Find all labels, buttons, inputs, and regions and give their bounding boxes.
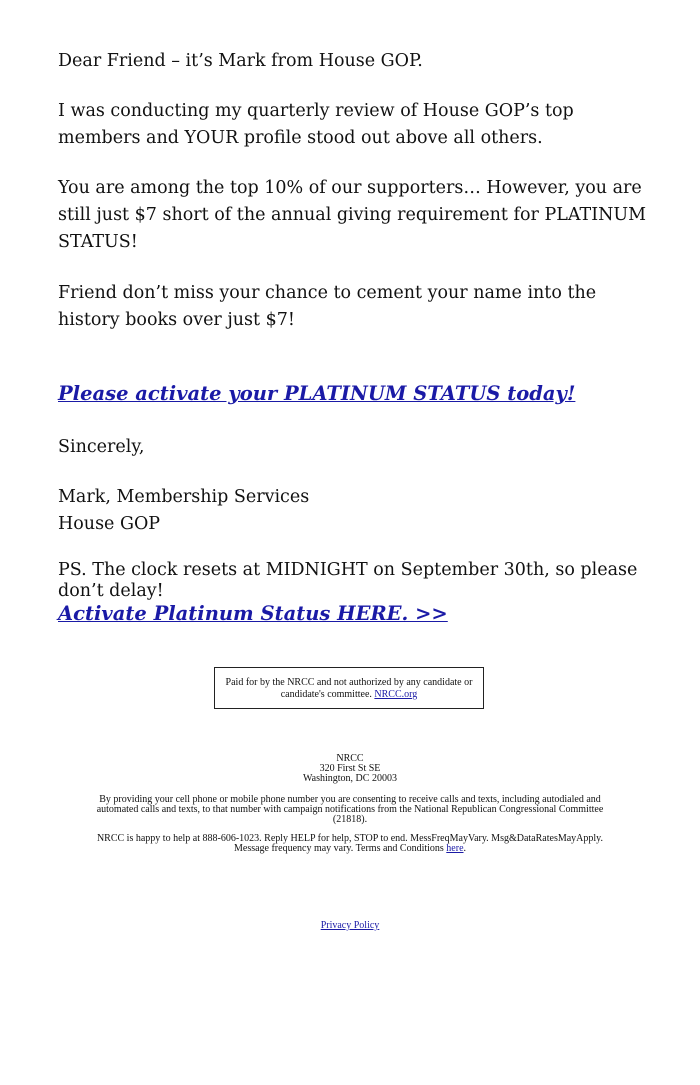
privacy-policy-link[interactable]: Privacy Policy [320,920,380,931]
signature-org: House GOP [58,514,161,534]
footer-address-line1: 320 First St SE [319,763,381,774]
footer-help-text: NRCC is happy to help at 888-606-1023. Reply HELP for help, STOP to end. MessFreqMayVary. Msg&DataRatesMayApply. Message frequency may vary. Terms and Conditions [96,833,604,854]
postscript: PS. The clock resets at MIDNIGHT on September 30th, so please don’t delay! [58,560,638,601]
paid-for-disclaimer-box [214,667,484,709]
footer-address [0,754,700,784]
paragraph-chance: Friend don’t miss your chance to cement your name into the history books over just $7! [58,283,597,330]
disclaimer-text: Paid for by the NRCC and not authorized by any candidate or candidate's committee. [225,677,473,700]
footer-privacy [0,921,700,931]
paragraph-status: You are among the top 10% of our supporters… However, you are still just $7 short of the annual giving requirement for PLATINUM STATUS! [58,178,647,252]
footer-org: NRCC [336,753,364,764]
signature-name: Mark, Membership Services [58,487,310,507]
footer-consent: By providing your cell phone or mobile phone number you are consenting to receive calls and texts, including autodialed and automated calls and texts, to that number with campaign notifications from the National Republican Congressional Committee (21818). [96,794,604,825]
closing: Sincerely, [58,437,145,457]
terms-here-link[interactable]: here [446,843,464,854]
activate-platinum-here-link[interactable]: Activate Platinum Status HERE. >> [58,602,448,625]
paragraph-review: I was conducting my quarterly review of House GOP’s top members and YOUR profile stood out above all others. [58,101,574,148]
activate-platinum-link[interactable]: Please activate your PLATINUM STATUS today! [58,382,576,405]
footer-address-line2: Washington, DC 20003 [303,773,397,784]
greeting: Dear Friend – it’s Mark from House GOP. [58,51,423,71]
nrcc-org-link[interactable]: NRCC.org [374,689,418,700]
footer-help: NRCC is happy to help at 888-606-1023. Reply HELP for help, STOP to end. MessFreqMayVary. Msg&DataRatesMayApply. Message frequency may vary. Terms and Conditions here. [96,833,604,854]
